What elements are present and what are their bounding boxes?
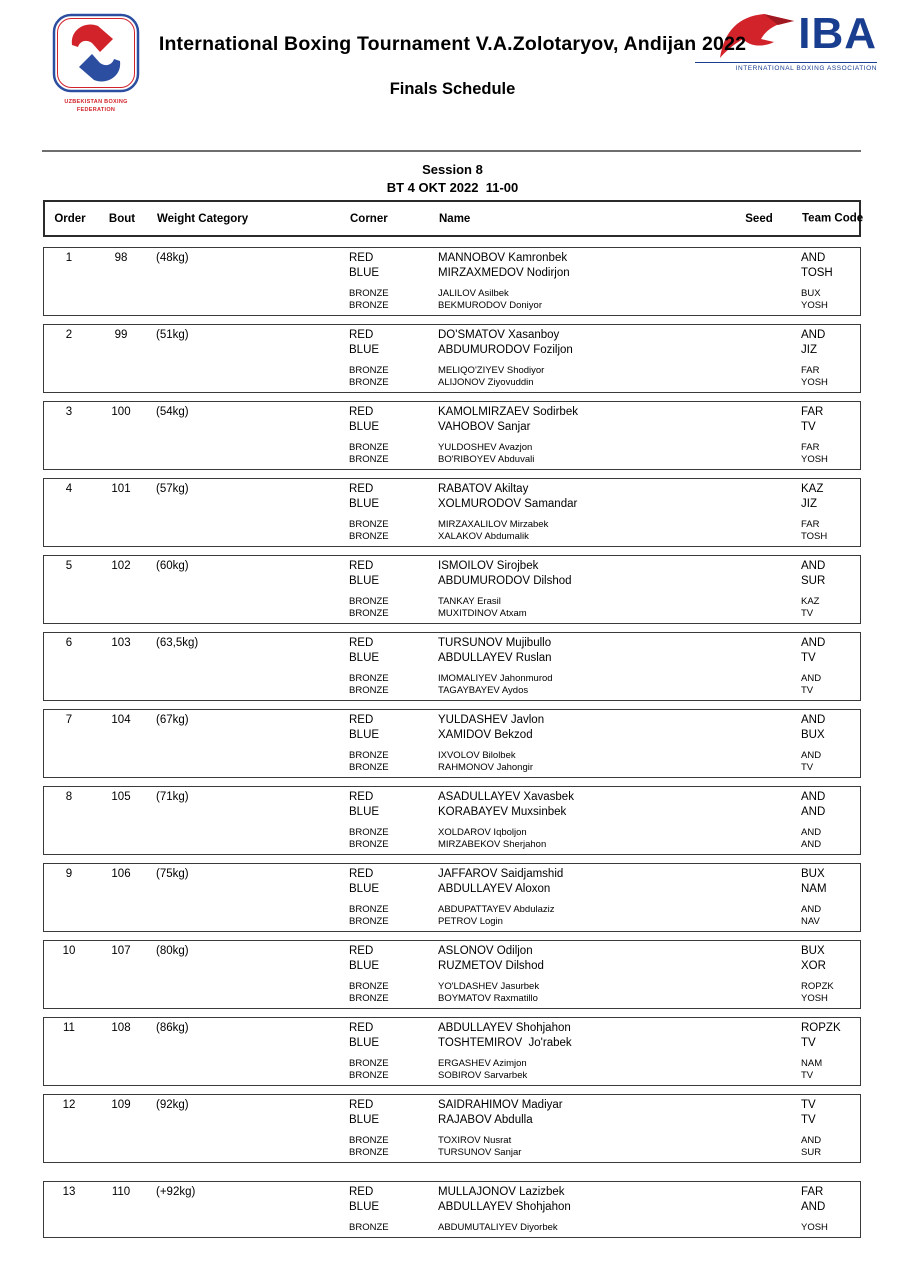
bout-order: 8 <box>65 791 73 803</box>
team-code-blue: AND <box>801 1201 826 1213</box>
team-code-bronze: TV <box>801 685 814 696</box>
bout-row <box>43 1017 861 1086</box>
bout-order: 13 <box>62 1186 76 1198</box>
corner-label-bronze: BRONZE <box>349 1058 389 1069</box>
bout-number: 109 <box>111 1099 131 1111</box>
red-corner-line <box>44 406 860 421</box>
team-code-blue: TV <box>801 1114 816 1126</box>
team-code-bronze: YOSH <box>801 300 828 311</box>
boxer-name-bronze: TURSUNOV Sanjar <box>438 1147 522 1158</box>
corner-label-blue: BLUE <box>349 1037 380 1049</box>
bronze-line <box>44 1147 860 1159</box>
boxer-name-bronze: MUXITDINOV Atxam <box>438 608 527 619</box>
corner-label-red: RED <box>349 560 374 572</box>
bout-number: 107 <box>111 945 131 957</box>
team-code-red: TV <box>801 1099 816 1111</box>
boxer-name-red: SAIDRAHIMOV Madiyar <box>438 1099 563 1111</box>
bronze-group <box>44 442 860 466</box>
red-corner-line <box>44 637 860 652</box>
team-code-blue: TV <box>801 652 816 664</box>
boxer-name-bronze: ERGASHEV Azimjon <box>438 1058 527 1069</box>
header-divider <box>42 150 861 152</box>
team-code-red: AND <box>801 560 826 572</box>
bout-row <box>43 940 861 1009</box>
bout-number: 110 <box>111 1186 131 1198</box>
team-code-bronze: NAM <box>801 1058 823 1069</box>
boxer-name-blue: ABDULLAYEV Aloxon <box>438 883 551 895</box>
bronze-group <box>44 288 860 312</box>
team-code-bronze: AND <box>801 1135 822 1146</box>
blue-corner-line <box>44 729 860 744</box>
boxer-name-blue: MIRZAXMEDOV Nodirjon <box>438 267 570 279</box>
bronze-line <box>44 442 860 454</box>
red-corner-line <box>44 1186 860 1201</box>
corner-label-bronze: BRONZE <box>349 981 389 992</box>
boxer-name-blue: ABDUMURODOV Dilshod <box>438 575 572 587</box>
col-name: Name <box>439 212 471 225</box>
team-code-bronze: KAZ <box>801 596 820 607</box>
red-corner-line <box>44 791 860 806</box>
col-weight-category: Weight Category <box>157 212 249 225</box>
bronze-line <box>44 531 860 543</box>
bronze-line <box>44 1135 860 1147</box>
bronze-line <box>44 596 860 608</box>
bronze-line <box>44 839 860 851</box>
team-code-red: AND <box>801 252 826 264</box>
team-code-bronze: FAR <box>801 442 820 453</box>
team-code-blue: TOSH <box>801 267 833 279</box>
iba-caption: INTERNATIONAL BOXING ASSOCIATION <box>695 62 877 72</box>
team-code-red: AND <box>801 791 826 803</box>
weight-category: (71kg) <box>156 791 189 803</box>
blue-corner-line <box>44 806 860 821</box>
boxer-name-bronze: XALAKOV Abdumalik <box>438 531 529 542</box>
red-corner-line <box>44 1099 860 1114</box>
corner-label-blue: BLUE <box>349 421 380 433</box>
bronze-group <box>44 1058 860 1082</box>
team-code-bronze: NAV <box>801 916 820 927</box>
weight-category: (57kg) <box>156 483 189 495</box>
corner-label-bronze: BRONZE <box>349 531 389 542</box>
bout-number: 108 <box>111 1022 131 1034</box>
boxer-name-blue: XOLMURODOV Samandar <box>438 498 578 510</box>
session-block <box>0 161 905 197</box>
weight-category: (75kg) <box>156 868 189 880</box>
team-code-bronze: FAR <box>801 519 820 530</box>
weight-category: (51kg) <box>156 329 189 341</box>
bronze-line <box>44 365 860 377</box>
corner-label-blue: BLUE <box>349 344 380 356</box>
table-header <box>43 200 864 237</box>
blue-corner-line <box>44 883 860 898</box>
blue-corner-line <box>44 1114 860 1129</box>
iba-acronym: IBA <box>798 9 877 58</box>
document-header <box>0 0 905 200</box>
corner-label-bronze: BRONZE <box>349 839 389 850</box>
team-code-bronze: AND <box>801 839 822 850</box>
corner-label-red: RED <box>349 868 374 880</box>
bronze-group <box>44 904 860 928</box>
bout-row <box>43 401 861 470</box>
session-name: Session 8 <box>422 162 483 177</box>
bronze-line <box>44 288 860 300</box>
team-code-blue: TV <box>801 1037 816 1049</box>
bout-order: 5 <box>65 560 73 572</box>
bout-order: 9 <box>65 868 73 880</box>
corner-label-bronze: BRONZE <box>349 288 389 299</box>
team-code-red: AND <box>801 329 826 341</box>
corner-label-bronze: BRONZE <box>349 377 389 388</box>
boxer-name-red: RABATOV Akiltay <box>438 483 529 495</box>
corner-label-blue: BLUE <box>349 1114 380 1126</box>
boxer-name-bronze: MIRZAXALILOV Mirzabek <box>438 519 549 530</box>
boxer-name-bronze: IXVOLOV Bilolbek <box>438 750 516 761</box>
boxer-name-red: TURSUNOV Mujibullo <box>438 637 552 649</box>
bout-row <box>43 709 861 778</box>
bronze-line <box>44 1070 860 1082</box>
col-seed: Seed <box>745 212 773 225</box>
boxer-name-blue: ABDUMURODOV Foziljon <box>438 344 573 356</box>
blue-corner-line <box>44 421 860 436</box>
bronze-group <box>44 981 860 1005</box>
boxer-name-bronze: TOXIROV Nusrat <box>438 1135 512 1146</box>
bout-number: 104 <box>111 714 131 726</box>
boxer-name-red: JAFFAROV Saidjamshid <box>438 868 564 880</box>
corner-label-bronze: BRONZE <box>349 1147 389 1158</box>
corner-label-red: RED <box>349 1022 374 1034</box>
bronze-line <box>44 673 860 685</box>
boxer-name-red: ABDULLAYEV Shohjahon <box>438 1022 571 1034</box>
corner-label-bronze: BRONZE <box>349 750 389 761</box>
boxer-name-red: DO'SMATOV Xasanboy <box>438 329 560 341</box>
federation-caption-line1: UZBEKISTAN BOXING <box>64 99 128 105</box>
corner-label-red: RED <box>349 406 374 418</box>
boxer-name-bronze: JALILOV Asilbek <box>438 288 509 299</box>
boxer-name-bronze: RAHMONOV Jahongir <box>438 762 534 773</box>
bout-order: 3 <box>65 406 73 418</box>
bout-number: 105 <box>111 791 131 803</box>
team-code-bronze: TOSH <box>801 531 828 542</box>
boxer-name-blue: ABDULLAYEV Ruslan <box>438 652 552 664</box>
bout-row <box>43 247 861 316</box>
boxer-name-blue: VAHOBOV Sanjar <box>438 421 531 433</box>
boxer-name-bronze: ABDUPATTAYEV Abdulaziz <box>438 904 555 915</box>
bronze-line <box>44 750 860 762</box>
boxer-name-bronze: ABDUMUTALIYEV Diyorbek <box>438 1222 558 1233</box>
bronze-line <box>44 827 860 839</box>
bout-list <box>0 237 905 1238</box>
corner-label-blue: BLUE <box>349 883 380 895</box>
bronze-line <box>44 762 860 774</box>
team-code-red: BUX <box>801 868 825 880</box>
red-corner-line <box>44 868 860 883</box>
bout-order: 7 <box>65 714 73 726</box>
federation-caption-line2: FEDERATION <box>76 106 116 113</box>
bout-row <box>43 632 861 701</box>
bronze-line <box>44 904 860 916</box>
red-corner-line <box>44 945 860 960</box>
blue-corner-line <box>44 344 860 359</box>
bronze-group <box>44 365 860 389</box>
weight-category: (67kg) <box>156 714 189 726</box>
red-corner-line <box>44 329 860 344</box>
bout-order: 6 <box>65 637 73 649</box>
team-code-bronze: FAR <box>801 365 820 376</box>
corner-label-blue: BLUE <box>349 806 380 818</box>
bronze-line <box>44 1222 860 1234</box>
boxer-name-red: YULDASHEV Javlon <box>438 714 545 726</box>
boxer-name-bronze: IMOMALIYEV Jahonmurod <box>438 673 553 684</box>
weight-category: (48kg) <box>156 252 189 264</box>
corner-label-red: RED <box>349 252 374 264</box>
team-code-blue: SUR <box>801 575 826 587</box>
team-code-red: AND <box>801 714 826 726</box>
bout-row <box>43 786 861 855</box>
bronze-group <box>44 673 860 697</box>
bronze-line <box>44 608 860 620</box>
bout-number: 101 <box>111 483 131 495</box>
blue-corner-line <box>44 960 860 975</box>
boxer-name-bronze: YULDOSHEV Avazjon <box>438 442 533 453</box>
boxer-name-blue: RAJABOV Abdulla <box>438 1114 533 1126</box>
bronze-group <box>44 750 860 774</box>
weight-category: (92kg) <box>156 1099 189 1111</box>
bout-number: 102 <box>111 560 131 572</box>
boxer-name-blue: KORABAYEV Muxsinbek <box>438 806 567 818</box>
bout-order: 10 <box>62 945 76 957</box>
team-code-bronze: YOSH <box>801 454 828 465</box>
boxer-name-blue: RUZMETOV Dilshod <box>438 960 544 972</box>
boxer-name-red: ASADULLAYEV Xavasbek <box>438 791 574 803</box>
red-corner-line <box>44 483 860 498</box>
corner-label-blue: BLUE <box>349 652 380 664</box>
corner-label-bronze: BRONZE <box>349 827 389 838</box>
boxer-name-red: KAMOLMIRZAEV Sodirbek <box>438 406 578 418</box>
bronze-group <box>44 519 860 543</box>
bronze-line <box>44 993 860 1005</box>
team-code-bronze: AND <box>801 673 822 684</box>
corner-label-bronze: BRONZE <box>349 519 389 530</box>
team-code-bronze: AND <box>801 827 822 838</box>
weight-category: (54kg) <box>156 406 189 418</box>
red-corner-line <box>44 714 860 729</box>
corner-label-bronze: BRONZE <box>349 608 389 619</box>
team-code-bronze: TV <box>801 762 814 773</box>
team-code-red: AND <box>801 637 826 649</box>
team-code-bronze: AND <box>801 750 822 761</box>
team-code-blue: JIZ <box>801 344 817 356</box>
blue-corner-line <box>44 652 860 667</box>
team-code-bronze: BUX <box>801 288 821 299</box>
boxer-name-bronze: TANKAY Erasil <box>438 596 501 607</box>
blue-corner-line <box>44 267 860 282</box>
bronze-line <box>44 454 860 466</box>
boxer-name-bronze: BOYMATOV Raxmatillo <box>438 993 538 1004</box>
corner-label-bronze: BRONZE <box>349 454 389 465</box>
corner-label-blue: BLUE <box>349 267 380 279</box>
corner-label-blue: BLUE <box>349 498 380 510</box>
corner-label-red: RED <box>349 714 374 726</box>
corner-label-bronze: BRONZE <box>349 916 389 927</box>
boxer-name-blue: ABDULLAYEV Shohjahon <box>438 1201 571 1213</box>
boxer-name-blue: XAMIDOV Bekzod <box>438 729 533 741</box>
boxer-name-bronze: MELIQO'ZIYEV Shodiyor <box>438 365 545 376</box>
document-subtitle: Finals Schedule <box>389 80 516 98</box>
team-code-bronze: AND <box>801 904 822 915</box>
team-code-bronze: YOSH <box>801 1222 828 1233</box>
team-code-red: ROPZK <box>801 1022 841 1034</box>
bronze-group <box>44 827 860 851</box>
boxer-name-blue: TOSHTEMIROV Jo'rabek <box>438 1037 572 1049</box>
bronze-line <box>44 916 860 928</box>
team-code-bronze: TV <box>801 608 814 619</box>
corner-label-blue: BLUE <box>349 1201 380 1213</box>
page-title: International Boxing Tournament V.A.Zolotaryov, Andijan 2022 <box>158 33 747 55</box>
boxer-name-bronze: ALIJONOV Ziyovuddin <box>438 377 534 388</box>
bronze-group <box>44 596 860 620</box>
corner-label-red: RED <box>349 945 374 957</box>
bout-order: 1 <box>65 252 73 264</box>
bronze-group <box>44 1135 860 1159</box>
bout-number: 106 <box>111 868 131 880</box>
bout-row <box>43 555 861 624</box>
bronze-line <box>44 300 860 312</box>
bout-order: 11 <box>63 1022 75 1034</box>
corner-label-bronze: BRONZE <box>349 442 389 453</box>
bout-order: 4 <box>65 483 73 495</box>
bronze-line <box>44 685 860 697</box>
bout-row <box>43 1181 861 1238</box>
corner-label-bronze: BRONZE <box>349 596 389 607</box>
bout-row <box>43 863 861 932</box>
bout-number: 98 <box>114 252 128 264</box>
team-code-blue: XOR <box>801 960 826 972</box>
boxer-name-bronze: XOLDAROV Iqboljon <box>438 827 527 838</box>
bronze-line <box>44 981 860 993</box>
col-bout: Bout <box>108 212 136 225</box>
weight-category: (80kg) <box>156 945 189 957</box>
boxer-name-bronze: SOBIROV Sarvarbek <box>438 1070 528 1081</box>
boxer-name-red: ISMOILOV Sirojbek <box>438 560 539 572</box>
corner-label-bronze: BRONZE <box>349 673 389 684</box>
boxer-name-red: MANNOBOV Kamronbek <box>438 252 568 264</box>
bout-row <box>43 478 861 547</box>
corner-label-blue: BLUE <box>349 729 380 741</box>
col-team-code: Team Code <box>802 212 864 224</box>
corner-label-bronze: BRONZE <box>349 365 389 376</box>
red-corner-line <box>44 252 860 267</box>
bronze-line <box>44 377 860 389</box>
blue-corner-line <box>44 1037 860 1052</box>
red-corner-line <box>44 1022 860 1037</box>
bronze-group <box>44 1222 860 1234</box>
corner-label-bronze: BRONZE <box>349 1135 389 1146</box>
session-datetime: BT 4 OKT 2022 11-00 <box>386 180 519 195</box>
boxer-name-red: ASLONOV Odiljon <box>438 945 533 957</box>
corner-label-blue: BLUE <box>349 960 380 972</box>
corner-label-bronze: BRONZE <box>349 762 389 773</box>
weight-category: (+92kg) <box>156 1186 196 1198</box>
corner-label-bronze: BRONZE <box>349 685 389 696</box>
corner-label-bronze: BRONZE <box>349 1222 389 1233</box>
team-code-red: FAR <box>801 1186 824 1198</box>
bronze-line <box>44 1058 860 1070</box>
corner-label-red: RED <box>349 1099 374 1111</box>
corner-label-bronze: BRONZE <box>349 1070 389 1081</box>
team-code-blue: JIZ <box>801 498 817 510</box>
corner-label-red: RED <box>349 483 374 495</box>
bout-order: 2 <box>65 329 73 341</box>
team-code-bronze: YOSH <box>801 377 828 388</box>
corner-label-blue: BLUE <box>349 575 380 587</box>
blue-corner-line <box>44 498 860 513</box>
red-corner-line <box>44 560 860 575</box>
team-code-blue: AND <box>801 806 826 818</box>
team-code-red: KAZ <box>801 483 824 495</box>
team-code-blue: BUX <box>801 729 825 741</box>
boxer-name-bronze: MIRZABEKOV Sherjahon <box>438 839 547 850</box>
team-code-red: FAR <box>801 406 824 418</box>
team-code-bronze: SUR <box>801 1147 822 1158</box>
boxer-name-bronze: YO'LDASHEV Jasurbek <box>438 981 540 992</box>
bout-order: 12 <box>62 1099 76 1111</box>
col-order: Order <box>54 212 86 225</box>
corner-label-bronze: BRONZE <box>349 300 389 311</box>
team-code-red: BUX <box>801 945 825 957</box>
boxer-name-bronze: BO'RIBOYEV Abduvali <box>438 454 535 465</box>
team-code-blue: TV <box>801 421 816 433</box>
bout-row <box>43 1094 861 1163</box>
team-code-bronze: TV <box>801 1070 814 1081</box>
blue-corner-line <box>44 575 860 590</box>
corner-label-red: RED <box>349 791 374 803</box>
bout-row <box>43 324 861 393</box>
corner-label-red: RED <box>349 1186 374 1198</box>
boxer-name-bronze: TAGAYBAYEV Aydos <box>438 685 529 696</box>
bout-number: 100 <box>111 406 131 418</box>
boxer-name-bronze: BEKMURODOV Doniyor <box>438 300 542 311</box>
corner-label-red: RED <box>349 329 374 341</box>
corner-label-bronze: BRONZE <box>349 993 389 1004</box>
bout-number: 99 <box>114 329 128 341</box>
team-code-bronze: YOSH <box>801 993 828 1004</box>
blue-corner-line <box>44 1201 860 1216</box>
team-code-blue: NAM <box>801 883 827 895</box>
weight-category: (86kg) <box>156 1022 189 1034</box>
team-code-bronze: ROPZK <box>801 981 834 992</box>
bout-number: 103 <box>111 637 131 649</box>
boxer-name-bronze: PETROV Login <box>438 916 503 927</box>
corner-label-red: RED <box>349 637 374 649</box>
weight-category: (60kg) <box>156 560 189 572</box>
bronze-line <box>44 519 860 531</box>
corner-label-bronze: BRONZE <box>349 904 389 915</box>
boxer-name-red: MULLAJONOV Lazizbek <box>438 1186 565 1198</box>
col-corner: Corner <box>350 212 388 225</box>
weight-category: (63,5kg) <box>156 637 199 649</box>
